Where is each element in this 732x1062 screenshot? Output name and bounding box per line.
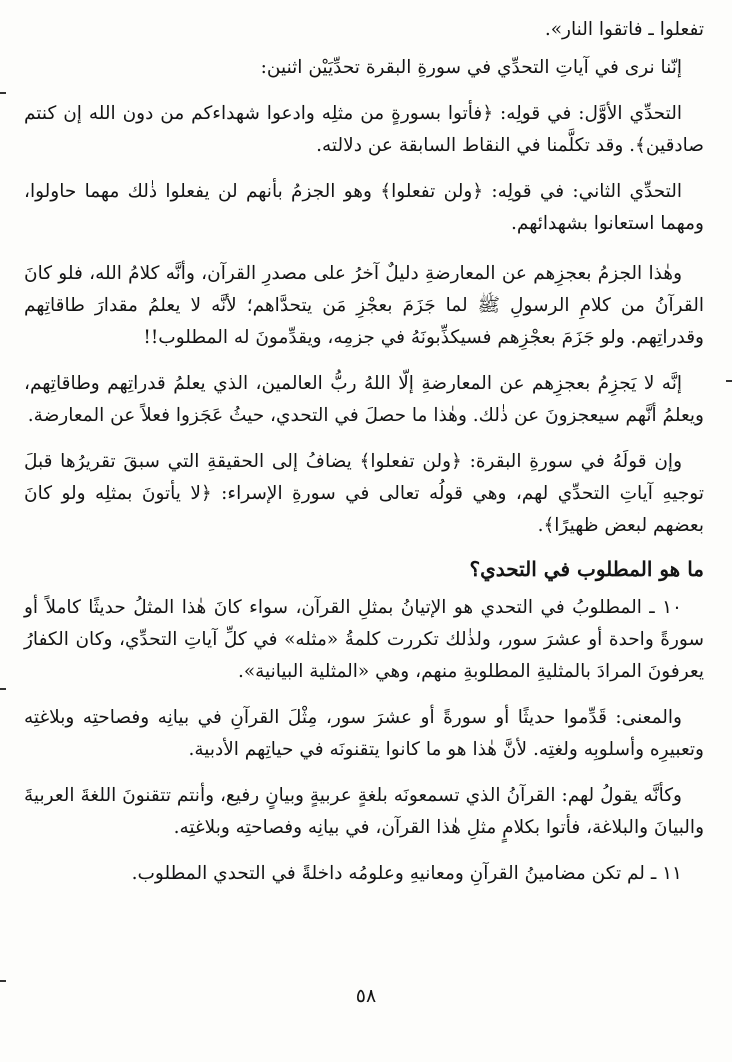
text-line-continuation: تفعلوا ـ فاتقوا النار». [544,19,704,40]
page-body [24,14,704,890]
paragraph-intro: إنّنا نرى في آياتِ التحدِّي في سورةِ البقرة تحدِّيَيْن اثنين: [260,57,682,78]
paragraph-meaning: والمعنى: قَدِّموا حديثًا أو سورةً أو عشرَ سور، مِثْلَ القرآنِ في بيانِه وفصاحتِه وبلاغتِه وتعبيرِه وأسلوبِه ولغتِه. لأنَّ هٰذا هو ما كانوا يتقنونَه في حياتِهم الأدبية. [24,707,704,760]
paragraph-point-11: ١١ ـ لم تكن مضامينُ القرآنِ ومعانيهِ وعلومُه داخلةً في التحدي المطلوب. [131,863,682,884]
paragraph-isra: وإن قولَهُ في سورةِ البقرة: ﴿ولن تفعلوا﴾ يضافُ إلى الحقيقةِ التي سبقَ تقريرُها قبلَ توجيهِ آياتِ التحدِّي لهم، وهي قولُه تعالى في سورةِ الإسراء: ﴿لا يأتونَ بمثلِه ولو كانَ بعضهم لبعض ظهيرًا﴾. [24,451,704,536]
margin-mark [0,980,6,982]
paragraph-point-10: ١٠ ـ المطلوبُ في التحدي هو الإتيانُ بمثلِ القرآن، سواء كانَ هٰذا المثلُ حديثًا كاملاً أو سورةً واحدة أو عشرَ سور، ولذٰلك تكررت كلمةُ «مثله» في كلِّ آياتِ التحدِّي، وكان الكفارُ يعرفونَ المرادَ بالمثليةِ المطلوبةِ منهم، وهي «المثلية البيانية». [24,597,704,682]
paragraph-second-challenge: التحدِّي الثاني: في قولِه: ﴿ولن تفعلوا﴾ وهو الجزمُ بأنهم لن يفعلوا ذٰلك مهما حاولوا، ومهما استعانوا بشهدائهم. [24,181,704,234]
page-number: ٥٨ [355,985,377,1007]
margin-mark [0,688,6,690]
margin-mark [0,92,6,94]
margin-mark [726,380,732,382]
paragraph-as-if: وكأنَّه يقولُ لهم: القرآنُ الذي تسمعونَه بلغةٍ عربيةٍ وبيانٍ رفيع، وأنتم تتقنونَ اللغةَ العربيةَ والبيانَ والبلاغة، فأتوا بكلامٍ مثلِ هٰذا القرآن، في بيانِه وفصاحتِه وبلاغتِه. [24,785,704,838]
paragraph-first-challenge: التحدِّي الأوَّل: في قولِه: ﴿فأتوا بسورةٍ من مثلِه وادعوا شهداءكم من دون الله إن كنتم صادقين﴾. وقد تكلَّمنا في النقاط السابقة عن دلالته. [24,103,704,156]
paragraph-only-god: إنَّه لا يَجزِمُ بعجزِهم عن المعارضةِ إلّا اللهُ ربُّ العالمين، الذي يعلمُ قدراتِهم وطاقاتِهم، ويعلمُ أنَّهم سيعجزونَ عن ذٰلك. وهٰذا ما حصلَ في التحدي، حيثُ عَجَزوا فعلاً عن المعارضة. [24,373,704,426]
section-heading: ما هو المطلوب في التحدي؟ [469,557,704,581]
paragraph-certainty: وهٰذا الجزمُ بعجزِهم عن المعارضةِ دليلٌ آخرُ على مصدرِ القرآن، وأنَّه كلامُ الله، فلو كانَ القرآنُ من كلامِ الرسولِ ﷺ لما جَزَمَ بعجْزِ مَن يتحدَّاهم؛ لأنَّه لا يعلمُ مقدارَ طاقاتِهم وقدراتِهم. ولو جَزَمَ بعجْزِهم فسيكذِّبونَهُ في جزمِه، ويقدِّمونَ له المطلوب!! [24,263,704,348]
